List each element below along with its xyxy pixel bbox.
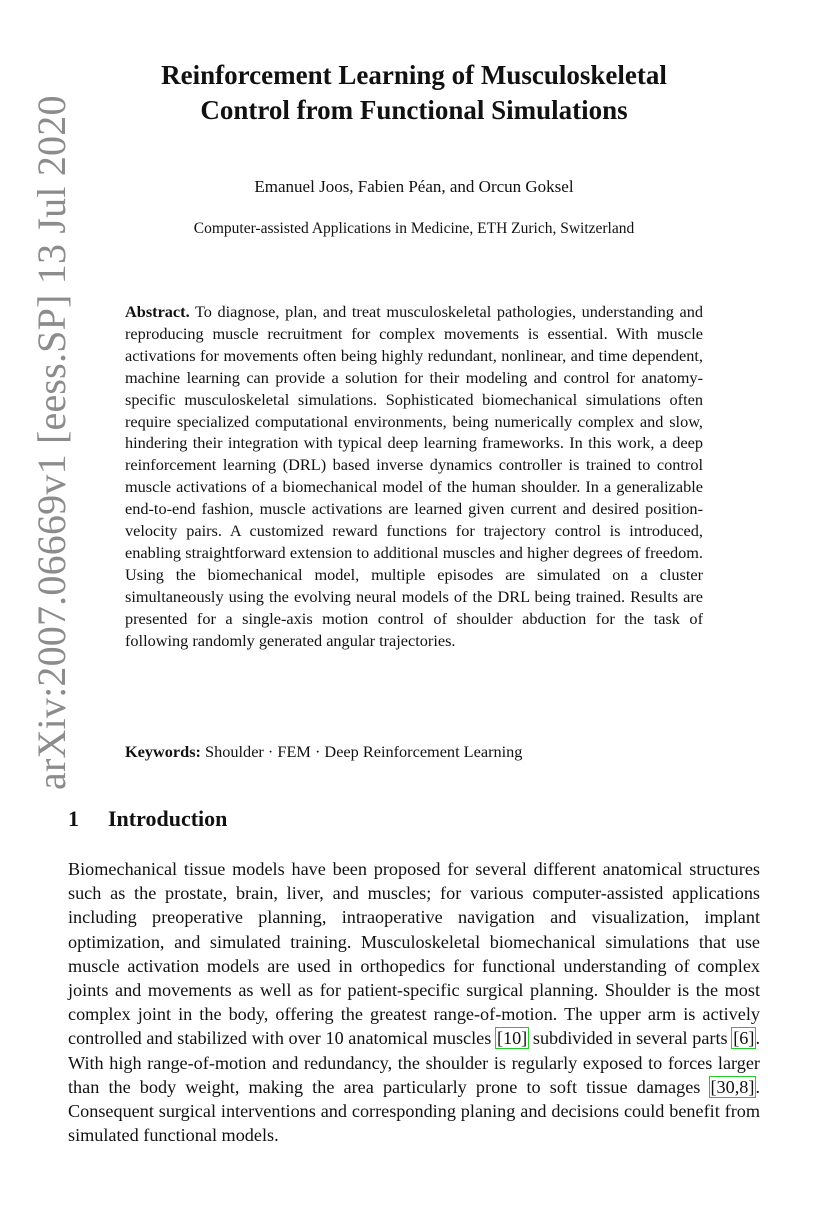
intro-text-part-1: Biomechanical tissue models have been proposed for several different anatomical structures such as the prostate, brain, liver, and muscles; for various computer-assisted applications including preoperative planning, intraoperative navigation and visualization, implant optimization, and simulated training. Musculoskeletal biomechanical simulations that use muscle activation models are used in orthopedics for functional understanding of complex joints and movements as well as for patient-specific surgical planning. Shoulder is the most complex joint in the body, offering the greatest range-of-motion. The upper arm is actively controlled and stabilized with over 10 anatomical muscles [68, 859, 760, 1049]
citation-link-30-8[interactable]: [30,8] [710, 1076, 755, 1097]
keywords [125, 741, 703, 763]
section-title: Introduction [108, 806, 228, 831]
paper-title-line-2: Control from Functional Simulations [200, 95, 628, 125]
keywords-text: Shoulder · FEM · Deep Reinforcement Learning [205, 742, 523, 761]
paper-title [100, 58, 728, 128]
section-number: 1 [68, 806, 79, 831]
author-list: Emanuel Joos, Fabien Péan, and Orcun Goksel [254, 177, 574, 196]
abstract [125, 301, 703, 652]
abstract-label: Abstract. [125, 302, 190, 321]
citation-link-6[interactable]: [6] [733, 1028, 755, 1049]
intro-text-part-3: . With high range-of-motion and redundancy, the shoulder is regularly exposed to forces larger than the body weight, making the area particularly prone to soft tissue damages [68, 1028, 760, 1097]
affiliation: Computer-assisted Applications in Medicine, ETH Zurich, Switzerland [193, 220, 635, 237]
intro-text-part-4: . Consequent surgical interventions and corresponding planing and decisions could benefit from simulated functional models. [68, 1076, 760, 1146]
section-heading-introduction [68, 804, 768, 834]
keywords-label: Keywords: [125, 742, 201, 761]
introduction-paragraph [68, 857, 760, 1147]
intro-text-part-2: subdivided in several parts [528, 1028, 733, 1049]
arxiv-identifier-stamp: arXiv:2007.06669v1 [eess.SP] 13 Jul 2020 [29, 95, 74, 790]
paper-title-line-1: Reinforcement Learning of Musculoskeletal [161, 60, 667, 90]
citation-link-10[interactable]: [10] [496, 1028, 528, 1049]
abstract-text: To diagnose, plan, and treat musculoskeletal pathologies, understanding and reproducing muscle recruitment for complex movements is essential. With muscle activations for movements often being highly redundant, nonlinear, and time dependent, machine learning can provide a solution for their modeling and control for anatomy-specific musculoskeletal simulations. Sophisticated biomechanical simulations often require specialized computational environments, being numerically complex and slow, hindering their integration with typical deep learning frameworks. In this work, a deep reinforcement learning (DRL) based inverse dynamics controller is trained to control muscle activations of a biomechanical model of the human shoulder. In a generalizable end-to-end fashion, muscle activations are learned given current and desired position-velocity pairs. A customized reward functions for trajectory control is introduced, enabling straightforward extension to additional muscles and higher degrees of freedom. Using the biomechanical model, multiple episodes are simulated on a cluster simultaneously using the evolving neural models of the DRL being trained. Results are presented for a single-axis motion control of shoulder abduction for the task of following randomly generated angular trajectories. [125, 302, 703, 650]
